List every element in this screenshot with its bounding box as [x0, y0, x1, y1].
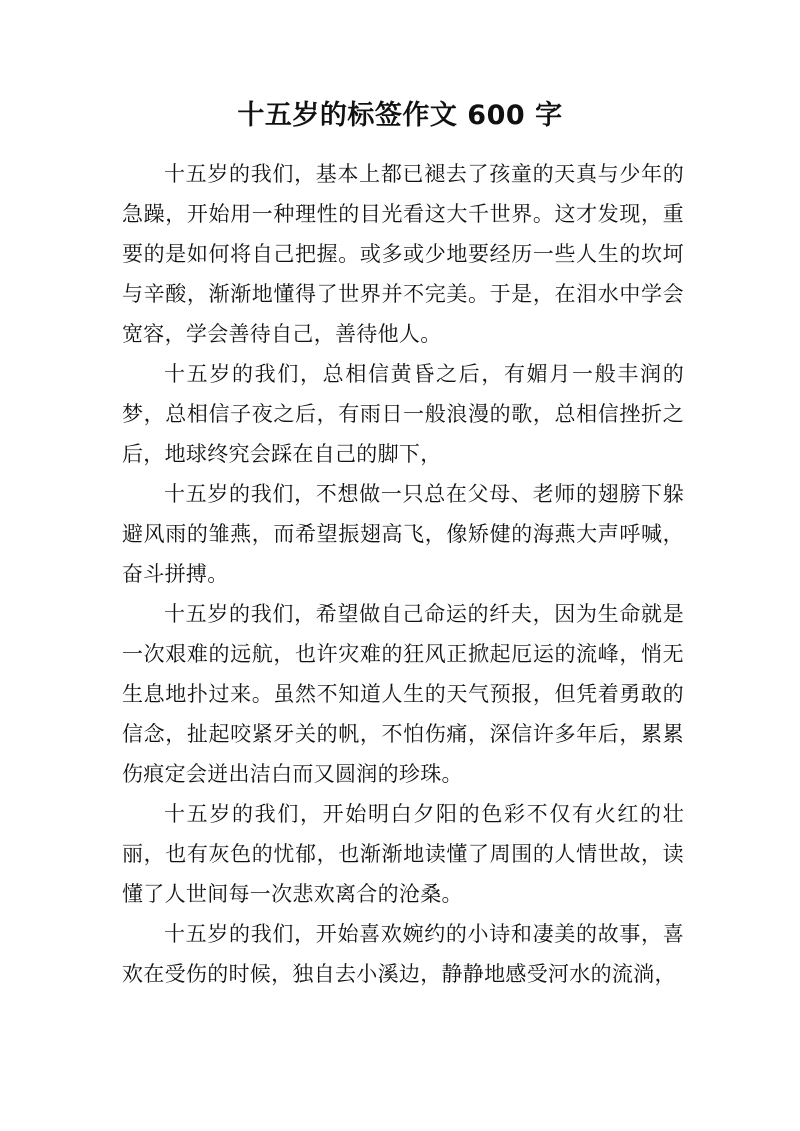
paragraph: 十五岁的我们，基本上都已褪去了孩童的天真与少年的急躁，开始用一种理性的目光看这大千世界。这才发现，重要的是如何将自己把握。或多或少地要经历一些人生的坎坷与辛酸，渐渐地懂得了世界并不完美。于是，在泪水中学会宽容，学会善待自己，善待他人。: [122, 162, 684, 346]
paragraph: 十五岁的我们，开始喜欢婉约的小诗和凄美的故事，喜欢在受伤的时候，独自去小溪边，静静地感受河水的流淌，: [122, 922, 684, 986]
paragraph: 十五岁的我们，不想做一只总在父母、老师的翅膀下躲避风雨的雏燕，而希望振翅高飞，像矫健的海燕大声呼喊，奋斗拼搏。: [122, 482, 684, 586]
document-title: 十五岁的标签作文 600 字: [237, 100, 563, 131]
paragraph: 十五岁的我们，开始明白夕阳的色彩不仅有火红的壮丽，也有灰色的忧郁，也渐渐地读懂了周围的人情世故，读懂了人世间每一次悲欢离合的沧桑。: [122, 802, 684, 906]
paragraph: 十五岁的我们，希望做自己命运的纤夫，因为生命就是一次艰难的远航，也许灾难的狂风正掀起厄运的流峰，悄无生息地扑过来。虽然不知道人生的天气预报，但凭着勇敢的信念，扯起咬紧牙关的帆，不怕伤痛，深信许多年后，累累伤痕定会迸出洁白而又圆润的珍珠。: [122, 602, 684, 786]
paragraph: 十五岁的我们，总相信黄昏之后，有媚月一般丰润的梦，总相信子夜之后，有雨日一般浪漫的歌，总相信挫折之后，地球终究会踩在自己的脚下，: [122, 362, 684, 466]
document-body: [122, 154, 684, 994]
